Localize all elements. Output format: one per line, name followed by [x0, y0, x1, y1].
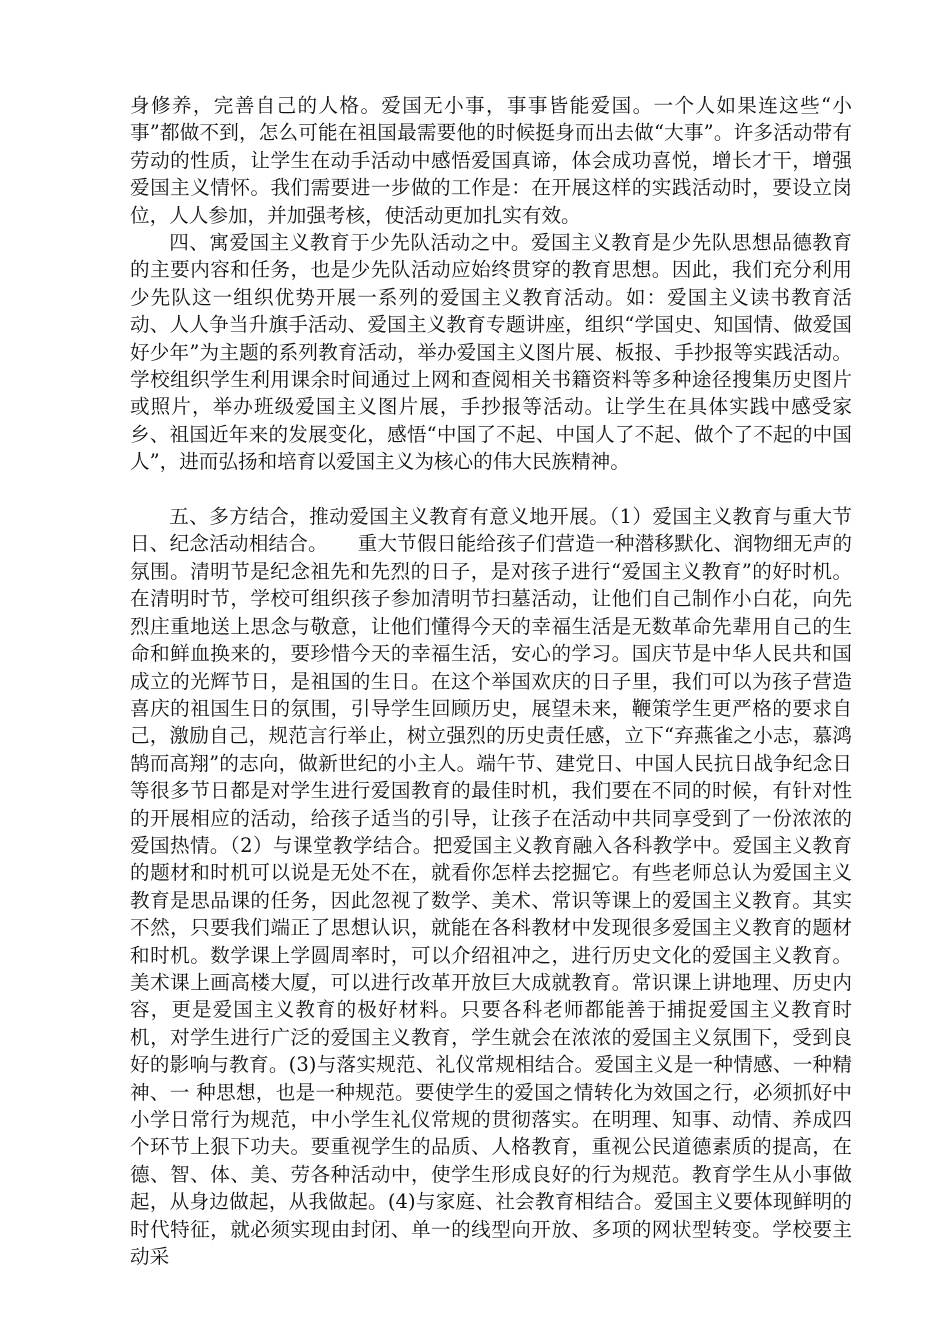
paragraph-continuation: 身修养，完善自己的人格。爱国无小事，事事皆能爱国。一个人如果连这些“小事”都做不到，怎么可能在祖国最需要他的时候挺身而出去做“大事”。许多活动带有劳动的性质，让学生在动手活动中感悟爱国真谛，体会成功喜悦，增长才干，增强爱国主义情怀。我们需要进一步做的工作是：在开展这样的实践活动时，要设立岗位，人人参加，并加强考核，使活动更加扎实有效。 — [130, 94, 852, 227]
paragraph-section-five: 五、多方结合，推动爱国主义教育有意义地开展。（1）爱国主义教育与重大节日、纪念活动相结合。 重大节假日能给孩子们营造一种潜移默化、润物细无声的氛围。清明节是纪念祖先和先烈的日子，是对孩子进行“爱国主义教育”的好时机。在清明时节，学校可组织孩子参加清明节扫墓活动，让他们自己制作小白花，向先烈庄重地送上思念与敬意，让他们懂得今天的幸福生活是无数革命先辈用自己的生命和鲜血换来的，要珍惜今天的幸福生活，安心的学习。国庆节是中华人民共和国成立的光辉节日，是祖国的生日。在这个举国欢庆的日子里，我们可以为孩子营造喜庆的祖国生日的氛围，引导学生回顾历史，展望未来，鞭策学生更严格的要求自己，激励自己，规范言行举止，树立强烈的历史责任感，立下“弃燕雀之小志，慕鸿鹄而高翔”的志向，做新世纪的小主人。端午节、建党日、中国人民抗日战争纪念日等很多节日都是对学生进行爱国教育的最佳时机，我们要在不同的时候，有针对性的开展相应的活动，给孩子适当的引导，让孩子在活动中共同享受到了一份浓浓的爱国热情。（2）与课堂教学结合。把爱国主义教育融入各科教学中。爱国主义教育的题材和时机可以说是无处不在，就看你怎样去挖掘它。有些老师总认为爱国主义教育是思品课的任务，因此忽视了数学、美术、常识等课上的爱国主义教育。其实不然，只要我们端正了思想认识，就能在各科教材中发现很多爱国主义教育的题材和时机。数学课上学圆周率时，可以介绍祖冲之，进行历史文化的爱国主义教育。美术课上画高楼大厦，可以进行改革开放巨大成就教育。常识课上讲地理、历史内容，更是爱国主义教育的极好材料。只要各科老师都能善于捕捉爱国主义教育时机，对学生进行广泛的爱国主义教育，学生就会在浓浓的爱国主义氛围下，受到良好的影响与教育。(3)与落实规范、礼仪常规相结合。爱国主义是一种情感、一种精神、一 种思想，也是一种规范。要使学生的爱国之情转化为效国之行，必须抓好中小学日常行为规范，中小学生礼仪常规的贯彻落实。在明理、知事、动情、养成四个环节上狠下功夫。要重视学生的品质、人格教育，重视公民道德素质的提高，在德、智、体、美、劳各种活动中，使学生形成良好的行为规范。教育学生从小事做起，从身边做起，从我做起。(4)与家庭、社会教育相结合。爱国主义要体现鲜明的时代特征，就必须实现由封闭、单一的线型向开放、多项的网状型转变。学校要主动采 — [130, 505, 852, 1269]
paragraph-gap — [130, 476, 852, 503]
paragraph-section-four: 四、寓爱国主义教育于少先队活动之中。爱国主义教育是少先队思想品德教育的主要内容和任务，也是少先队活动应始终贯穿的教育思想。因此，我们充分利用少先队这一组织优势开展一系列的爱国主义教育活动。如：爱国主义读书教育活动、人人争当升旗手活动、爱国主义教育专题讲座，组织“学国史、知国情、做爱国好少年”为主题的系列教育活动，举办爱国主义图片展、板报、手抄报等实践活动。学校组织学生利用课余时间通过上网和查阅相关书籍资料等多种途径搜集历史图片或照片，举办班级爱国主义图片展，手抄报等活动。让学生在具体实践中感受家乡、祖国近年来的发展变化，感悟“中国了不起、中国人了不起、做个了不起的中国人”，进而弘扬和培育以爱国主义为核心的伟大民族精神。 — [130, 231, 852, 474]
document-page — [130, 92, 852, 1270]
